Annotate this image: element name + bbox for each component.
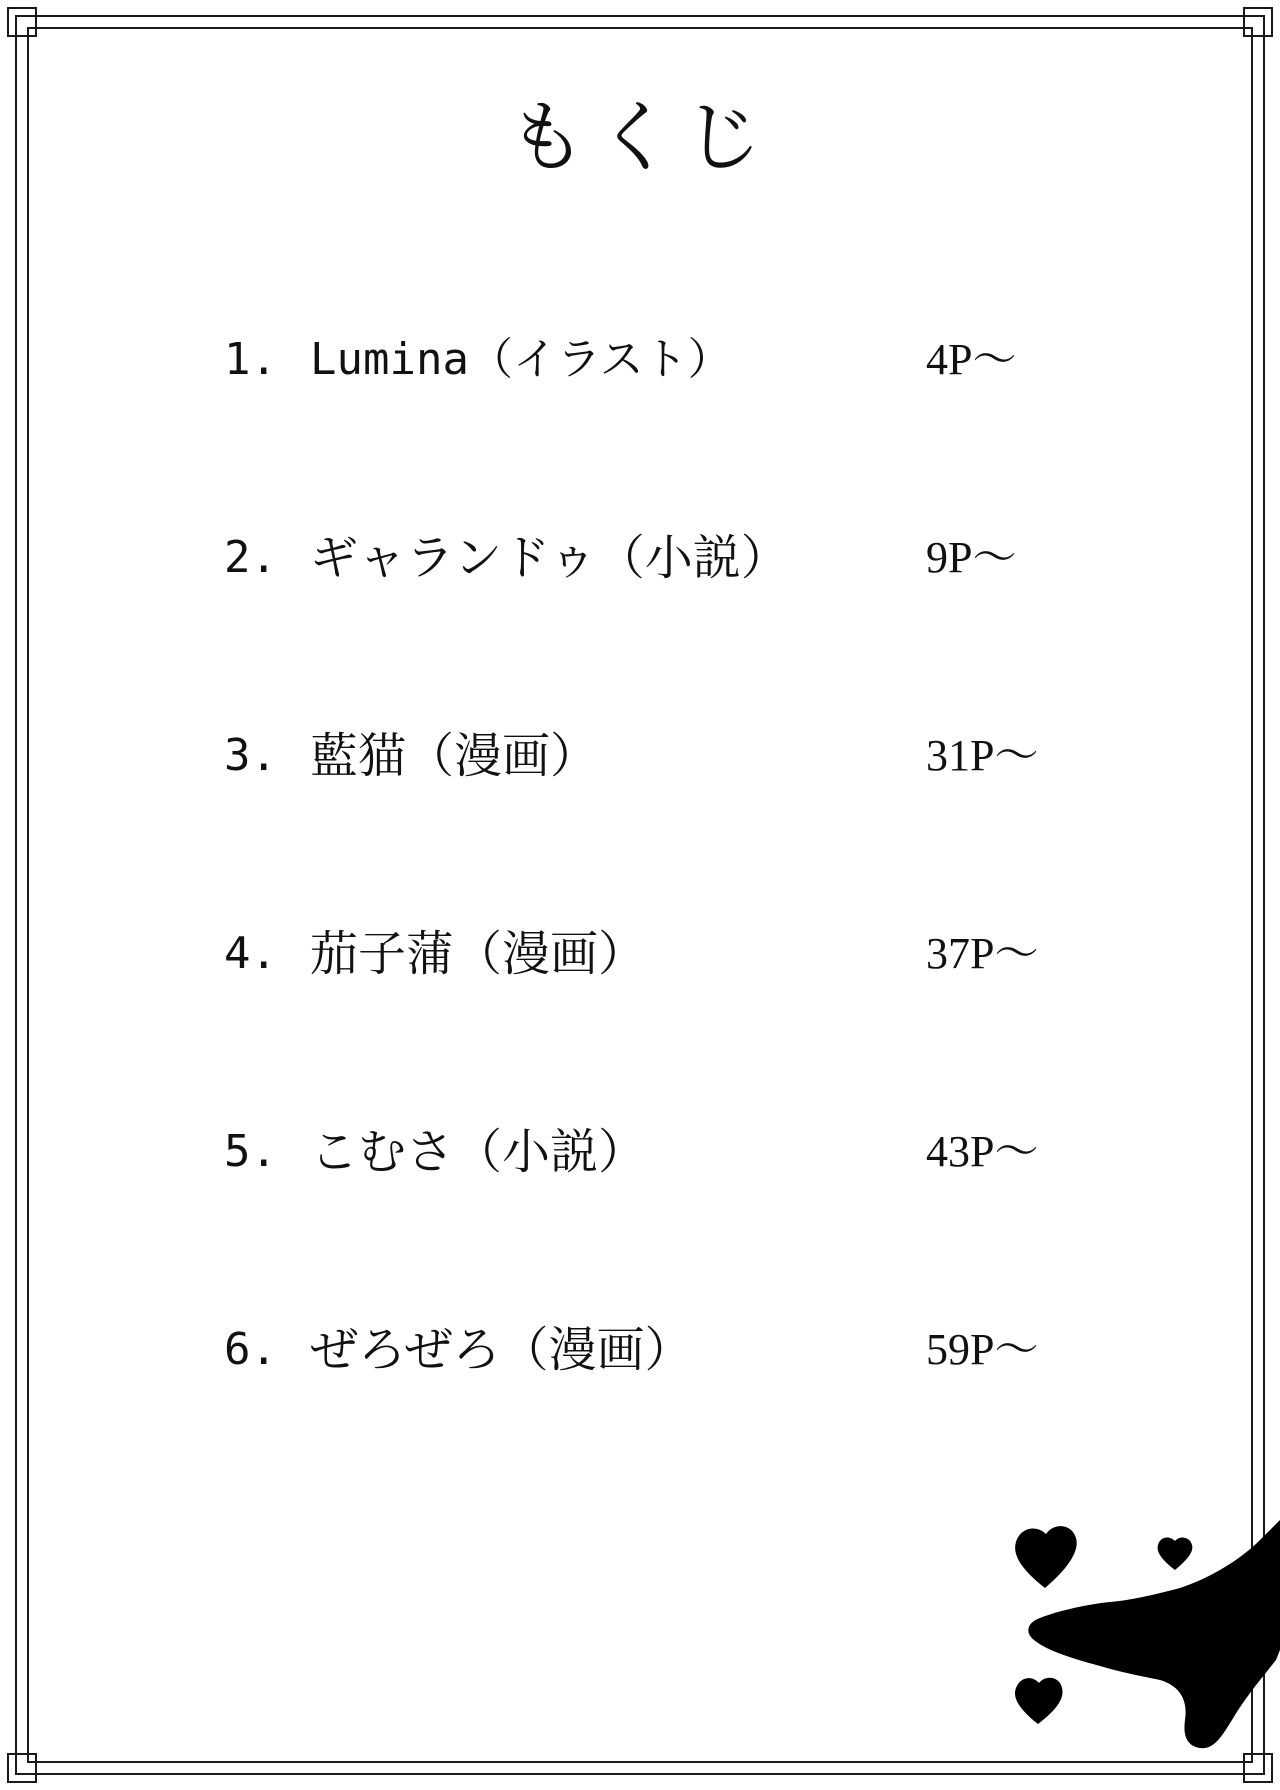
toc-entry-title: ギャランドゥ（小説） [310, 530, 789, 586]
toc-entry-page: 37P～ [926, 929, 1039, 978]
toc-entry-number: 2. [224, 532, 277, 583]
toc-entry-2[interactable] [224, 518, 1104, 598]
toc-entry-number: 5. [224, 1126, 277, 1177]
toc-entry-title: 藍猫（漫画） [310, 728, 599, 784]
toc-entry-1[interactable] [224, 320, 1104, 400]
heart-icon [1015, 1526, 1077, 1588]
toc-entry-page: 4P～ [926, 335, 1017, 384]
heart-icon [1158, 1538, 1193, 1570]
toc-entry-title: 茄子蒲（漫画） [310, 926, 647, 982]
toc-entry-6[interactable] [224, 1310, 1104, 1390]
toc-entry-title: Lumina（イラスト） [310, 334, 732, 385]
toc-entry-title: ぜろぜろ（漫画） [310, 1322, 693, 1378]
heart-icon [1015, 1678, 1063, 1724]
toc-entry-page: 43P～ [926, 1127, 1039, 1176]
page-title: もくじ [507, 93, 772, 183]
toc-entry-4[interactable] [224, 914, 1104, 994]
toc-entry-5[interactable] [224, 1112, 1104, 1192]
toc-entry-number: 3. [224, 730, 277, 781]
toc-entry-number: 1. [224, 334, 277, 385]
toc-entry-page: 59P～ [926, 1325, 1039, 1374]
toc-entry-title: こむさ（小説） [310, 1124, 647, 1180]
toc-entry-number: 4. [224, 928, 277, 979]
corner-illustration [1010, 1500, 1280, 1790]
toc-entry-page: 9P～ [926, 533, 1017, 582]
toc-entry-page: 31P～ [926, 731, 1039, 780]
toc-entry-3[interactable] [224, 716, 1104, 796]
toc-entry-number: 6. [224, 1324, 277, 1375]
